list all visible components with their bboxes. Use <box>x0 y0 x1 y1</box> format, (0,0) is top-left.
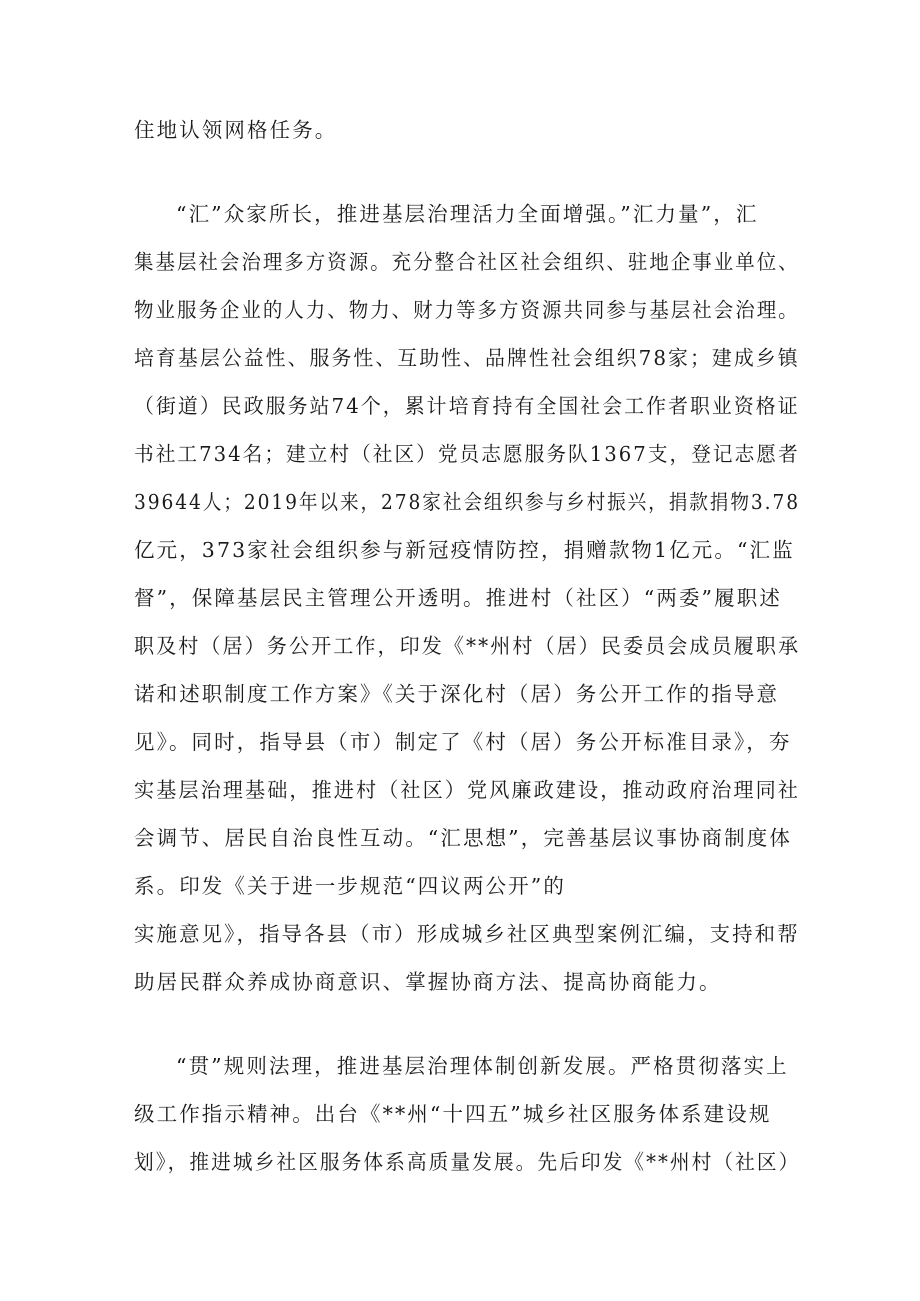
p2-line-6: 书社工734名；建立村（社区）党员志愿服务队1367支，登记志愿者 <box>134 442 800 466</box>
p2-line-8: 亿元，373家社会组织参与新冠疫情防控，捐赠款物1亿元。“汇监 <box>134 538 795 562</box>
p2-line-9: 督”，保障基层民主管理公开透明。推进村（社区）“两委”履职述 <box>134 586 782 610</box>
p2-line-17: 助居民群众养成协商意识、掌握协商方法、提高协商能力。 <box>134 970 722 994</box>
p2-line-10: 职及村（居）务公开工作，印发《**州村（居）民委员会成员履职承 <box>134 634 801 658</box>
p2-line-12: 见》。同时，指导县（市）制定了《村（居）务公开标准目录》，夯 <box>134 730 792 754</box>
p2-line-14: 会调节、居民自治良性互动。“汇思想”，完善基层议事协商制度体 <box>134 826 792 850</box>
p2-line-7: 39644人；2019年以来，278家社会组织参与乡村振兴，捐款捐物3.78 <box>134 490 800 514</box>
p1-line-1: 住地认领网格任务。 <box>134 118 338 142</box>
p2-line-15: 系。印发《关于进一步规范“四议两公开”的 <box>134 874 566 898</box>
p3-line-3: 划》，推进城乡社区服务体系高质量发展。先后印发《**州村（社区） <box>134 1150 801 1174</box>
p3-line-1: “贯”规则法理，推进基层治理体制创新发展。严格贯彻落实上 <box>176 1054 789 1078</box>
p2-line-3: 物业服务企业的人力、物力、财力等多方资源共同参与基层社会治理。 <box>134 298 800 322</box>
p2-line-1: “汇”众家所长，推进基层治理活力全面增强。”汇力量”，汇 <box>176 202 759 226</box>
p2-line-5: （街道）民政服务站74个，累计培育持有全国社会工作者职业资格证 <box>134 394 800 418</box>
p2-line-4: 培育基层公益性、服务性、互助性、品牌性社会组织78家；建成乡镇 <box>134 346 800 370</box>
p3-line-2: 级工作指示精神。出台《**州“十四五”城乡社区服务体系建设规 <box>134 1102 772 1126</box>
p2-line-13: 实基层治理基础，推进村（社区）党风廉政建设，推动政府治理同社 <box>134 778 800 802</box>
p2-line-2: 集基层社会治理多方资源。充分整合社区社会组织、驻地企事业单位、 <box>134 250 800 274</box>
p2-line-16: 实施意见》，指导各县（市）形成城乡社区典型案例汇编，支持和帮 <box>134 922 800 946</box>
p2-line-11: 诺和述职制度工作方案》《关于深化村（居）务公开工作的指导意 <box>134 682 780 706</box>
